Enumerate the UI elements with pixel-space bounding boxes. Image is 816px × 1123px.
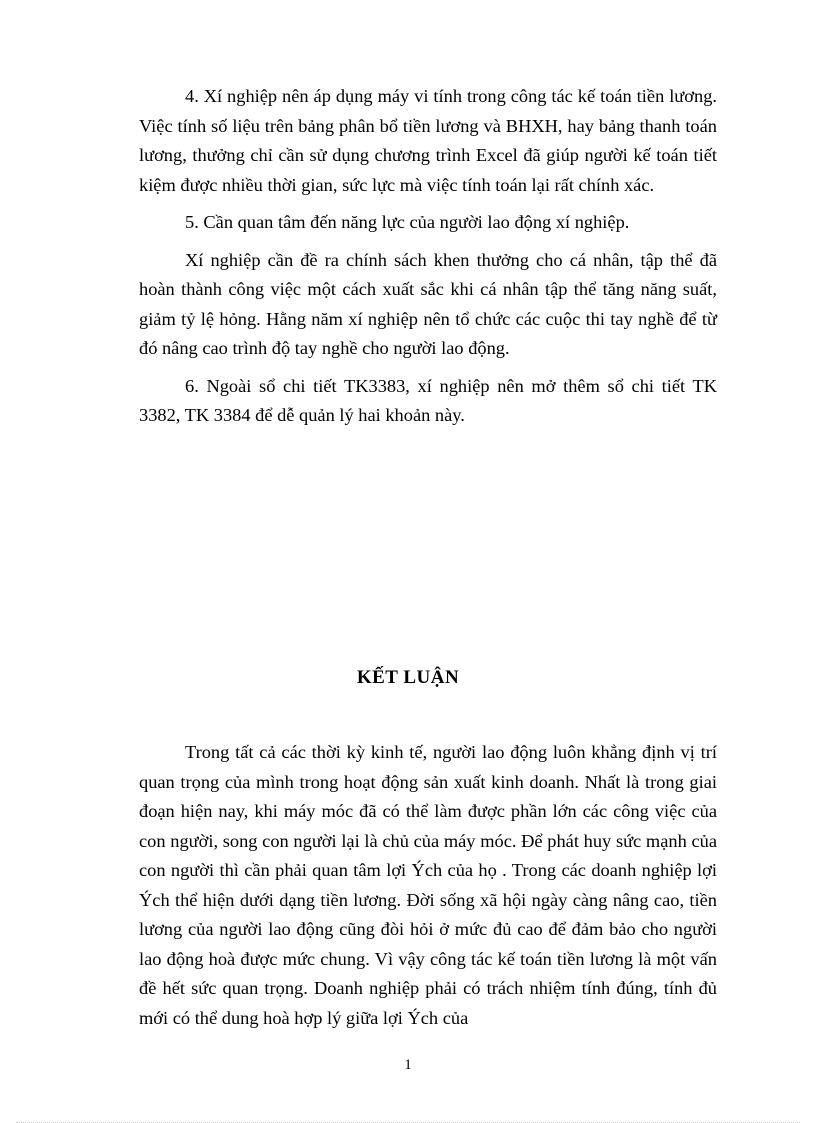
paragraph-recommendation-4: 4. Xí nghiệp nên áp dụng máy vi tính trong công tác kế toán tiền lương. Việc tính số liệu trên bảng phân bổ tiền lương và BHXH, hay bảng thanh toán lương, thưởng chỉ cần sử dụng chương trình Excel đã giúp người kế toán tiết kiệm được nhiều thời gian, sức lực mà việc tính toán lại rất chính xác. (139, 86, 717, 195)
paragraph-recommendation-5: 5. Cần quan tâm đến năng lực của người lao động xí nghiệp. (185, 212, 630, 232)
paragraph-conclusion: Trong tất cả các thời kỳ kinh tế, người lao động luôn khẳng định vị trí quan trọng của mình trong hoạt động sản xuất kinh doanh. Nhất là trong giai đoạn hiện nay, khi máy móc đã có thể làm được phần lớn các công việc của con người, song con người lại là chủ của máy móc. Để phát huy sức mạnh của con người thì cần phải quan tâm lợi Ých của họ . Trong các doanh nghiệp lợi Ých thể hiện dưới dạng tiền lương. Đời sống xã hội ngày càng nâng cao, tiền lương của người lao động cũng đòi hỏi ở mức đủ cao để đảm bảo cho người lao động hoà được mức chung. Vì vậy công tác kế toán tiền lương là một vấn đề hết sức quan trọng. Doanh nghiệp phải có trách nhiệm tính đúng, tính đủ mới có thể dung hoà hợp lý giữa lợi Ých của (139, 742, 717, 1028)
paragraph-recommendation-6: 6. Ngoài sổ chi tiết TK3383, xí nghiệp nên mở thêm sổ chi tiết TK 3382, TK 3384 để dễ quản lý hai khoản này. (139, 375, 717, 425)
page-number: 1 (404, 1057, 412, 1073)
paragraph-reward-policy: Xí nghiệp cần đề ra chính sách khen thưởng cho cá nhân, tập thể đã hoàn thành công việc một cách xuất sắc khi cá nhân tập thể tăng năng suất, giảm tỷ lệ hỏng. Hằng năm xí nghiệp nên tổ chức các cuộc thi tay nghề để từ đó nâng cao trình độ tay nghề cho người lao động. (139, 249, 717, 358)
conclusion-section (139, 738, 717, 1033)
recommendations-section (139, 82, 717, 431)
section-heading: KẾT LUẬN (356, 667, 460, 688)
